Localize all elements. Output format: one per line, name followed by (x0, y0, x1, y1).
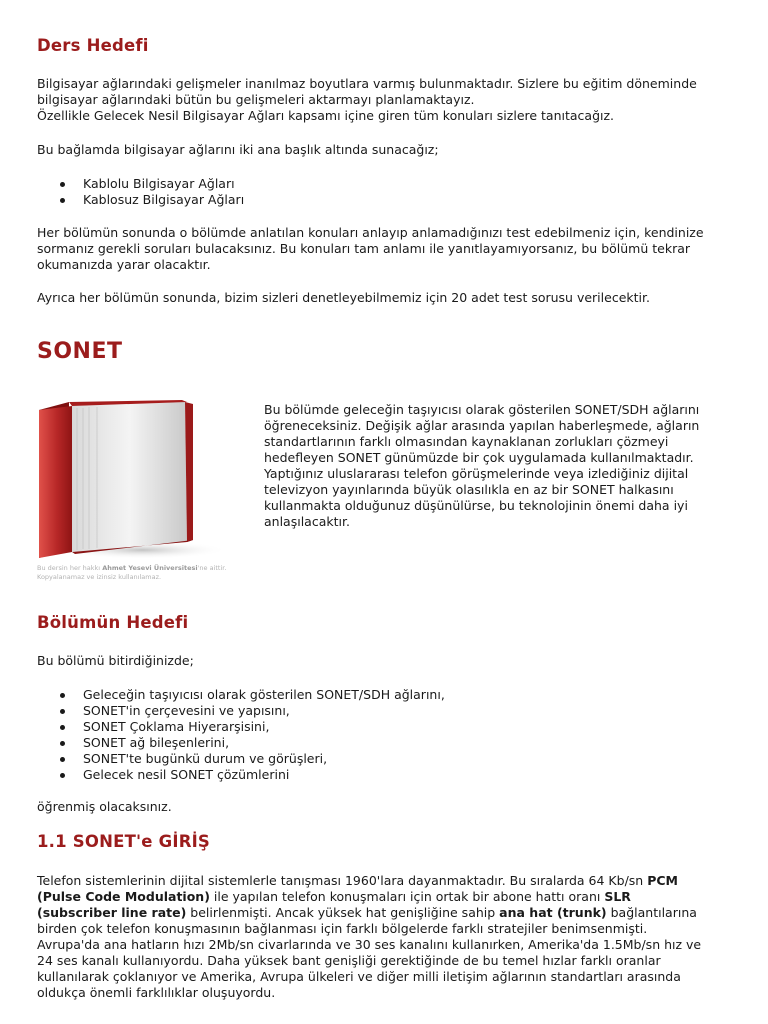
list-item: SONET ağ bileşenlerini, (37, 735, 445, 751)
book-illustration (37, 400, 237, 560)
text-line: oldukça önemli farklılıklar oluşuyordu. (37, 985, 276, 1000)
caption-university: Ahmet Yesevi Üniversitesi (102, 564, 198, 572)
list-item: SONET Çoklama Hiyerarşisini, (37, 719, 445, 735)
text-line: Bu bölümde geleceğin taşıyıcısı olarak gösterilen SONET/SDH ağlarını (264, 402, 700, 417)
text-line: kullanılarak çoklanıyor ve Amerika, Avrupa ülkeleri ve diğer milli iletişim ağlarının standartları arasında (37, 969, 681, 984)
list-item: SONET'in çerçevesini ve yapısını, (37, 703, 445, 719)
list-ag-turleri (37, 176, 244, 208)
text-line: bilgisayar ağlarındaki bütün bu gelişmeleri aktarmayı planlamaktayız. (37, 92, 475, 107)
term-subscriber-line-rate: (subscriber line rate) (37, 905, 187, 920)
text-line: öğreneceksiniz. Değişik ağlar arasında yapılan haberleşmede, ağların (264, 418, 700, 433)
heading-sonet: SONET (37, 339, 123, 364)
text-line: standartlarının farklı olmasından kaynaklanan zorlukları çözmeyi (264, 434, 669, 449)
list-hedefler (37, 687, 445, 783)
caption-text: Bu dersin her hakkı (37, 564, 103, 572)
paragraph-test-sorusu: Ayrıca her bölümün sonunda, bizim sizleri denetleyebilmemiz için 20 adet test sorusu verilecektir. (37, 290, 650, 305)
text-line: sormanız gerekli soruları bulacaksınız. Bu konuları tam anlamı ile yanıtlayamıyorsanız, bu bölümü tekrar (37, 241, 691, 256)
text-line: Bilgisayar ağlarındaki gelişmeler inanılmaz boyutlara varmış bulunmaktadır. Sizlere bu eğitim döneminde (37, 76, 697, 91)
list-item: Kablolu Bilgisayar Ağları (37, 176, 244, 192)
text-span: bağlantılarına (606, 905, 697, 920)
term-pulse-code-modulation: (Pulse Code Modulation) (37, 889, 210, 904)
text-line: hedefleyen SONET günümüzde bir çok uygulamada kullanılmaktadır. (264, 450, 694, 465)
caption-line: Kopyalanamaz ve izinsiz kullanılamaz. (37, 573, 162, 581)
text-line (37, 889, 747, 905)
list-item: Geleceğin taşıyıcısı olarak gösterilen SONET/SDH ağlarını, (37, 687, 445, 703)
term-slr: SLR (604, 889, 631, 904)
text-line (37, 873, 747, 889)
term-pcm: PCM (647, 873, 678, 888)
list-item: Kablosuz Bilgisayar Ağları (37, 192, 244, 208)
text-line: okumanızda yarar olacaktır. (37, 257, 211, 272)
text-line: Avrupa'da ana hatların hızı 2Mb/sn civarlarında ve 30 ses kanalını kullanırken, Amerika'da 1.5Mb/sn hız ve (37, 937, 702, 952)
text-line: Özellikle Gelecek Nesil Bilgisayar Ağları kapsamı içine giren tüm konuları sizlere tanıtacağız. (37, 108, 615, 123)
text-line: kullanmakta olduğunuz düşünülürse, bu teknolojinin önemi daha iyi (264, 498, 688, 513)
text-line: anlaşılacaktır. (264, 514, 350, 529)
paragraph-giris (37, 873, 747, 1001)
heading-sonet-giris: 1.1 SONET'e GİRİŞ (37, 832, 211, 851)
image-caption (37, 564, 257, 582)
text-line: televizyon yayınlarında büyük olasılıkla en az bir SONET halkasını (264, 482, 674, 497)
text-line: Her bölümün sonunda o bölümde anlatılan konuları anlayıp anlamadığınızı test edebilmeniz için, kendinize (37, 225, 704, 240)
heading-ders-hedefi: Ders Hedefi (37, 36, 149, 55)
paragraph-sonet-intro (264, 402, 744, 530)
paragraph-test (37, 225, 737, 273)
heading-bolumun-hedefi: Bölümün Hedefi (37, 613, 189, 632)
text-span: Telefon sistemlerinin dijital sistemlerle tanışması 1960'lara dayanmaktadır. Bu sıralarda 64 Kb/sn (37, 873, 648, 888)
caption-text: 'ne aittir. (197, 564, 227, 572)
list-item: Gelecek nesil SONET çözümlerini (37, 767, 445, 783)
paragraph-bitirdiginizde: Bu bölümü bitirdiğinizde; (37, 653, 194, 668)
text-span: ile yapılan telefon konuşmaları için ortak bir abone hattı oranı (209, 889, 605, 904)
book-image (37, 400, 237, 560)
term-ana-hat: ana hat (trunk) (499, 905, 607, 920)
paragraph-intro (37, 76, 737, 124)
text-line (37, 905, 747, 921)
text-line: 24 ses kanalı kullanıyordu. Daha yüksek bant genişliği gerektiğinde de bu temel hızlar farklı oranlar (37, 953, 661, 968)
paragraph-ogrenmis: öğrenmiş olacaksınız. (37, 799, 172, 814)
text-line: birden çok telefon konuşmasının bağlanması için farklı bölgelerde farklı stratejiler benimsenmişti. (37, 921, 648, 936)
text-span: belirlenmişti. Ancak yüksek hat genişliğine sahip (186, 905, 500, 920)
paragraph-baglam: Bu bağlamda bilgisayar ağlarını iki ana başlık altında sunacağız; (37, 142, 439, 157)
list-item: SONET'te bugünkü durum ve görüşleri, (37, 751, 445, 767)
caption-line (37, 564, 257, 573)
text-line: Yaptığınız uluslararası telefon görüşmelerinde veya izlediğiniz dijital (264, 466, 689, 481)
